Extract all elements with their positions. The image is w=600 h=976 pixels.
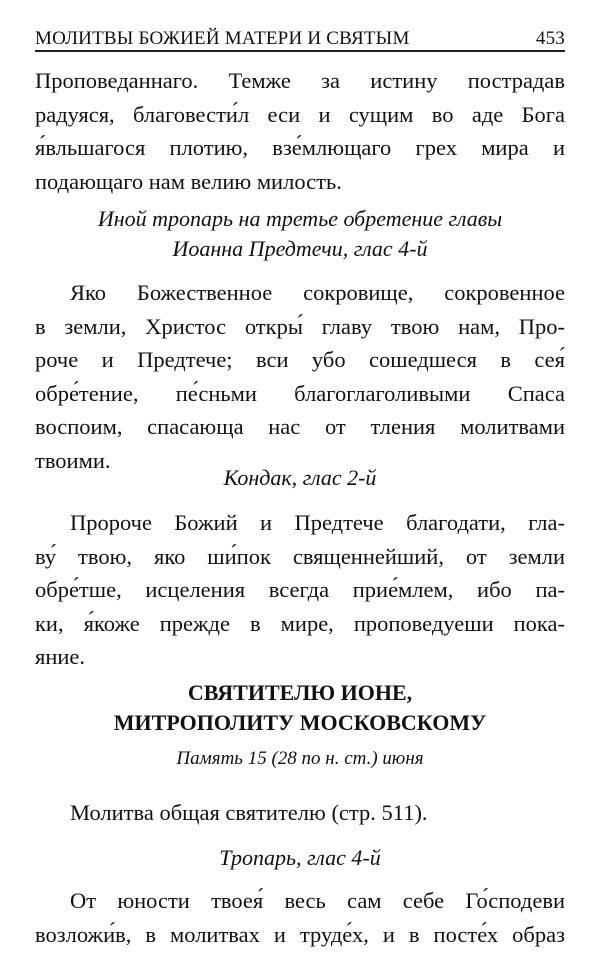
text-line: Проповеданнаго. Темже за истину пострадав <box>35 68 565 93</box>
text-line: твоими. <box>35 447 111 473</box>
text-line: в земли, Христос откры́ главу твою нам, Про- <box>35 313 565 339</box>
text-line: подающаго нам велию милость. <box>35 168 342 194</box>
text-line: радуяся, благовести́л еси и сущим во аде Бога <box>35 101 565 127</box>
text-line: роче и Предтече; вси убо сошедшеся в сея́ <box>35 347 565 372</box>
text-line: яние. <box>35 644 86 669</box>
text-line: Молитва общая святителю (стр. 511). <box>70 800 428 825</box>
section-title <box>35 678 565 738</box>
heading-line: Иной тропарь на третье обретение главы <box>97 206 503 231</box>
running-title: МОЛИТВЫ БОЖИЕЙ МАТЕРИ И СВЯТЫМ <box>35 28 410 49</box>
text-line: обре́тение, пе́сньми благоглаголивыми Спаса <box>35 380 565 406</box>
troparion-tone4-heading <box>35 843 565 873</box>
section-title-line: СВЯТИТЕЛЮ ИОНЕ, <box>187 680 413 705</box>
text-line: ву́ твою, яко ши́пок священнейший, от земли <box>35 543 565 569</box>
text-line: я́вльшагося плотию, взе́млющаго грех мира и <box>35 135 565 160</box>
troparion-tone4-text <box>35 884 565 951</box>
troparion-text <box>35 276 565 477</box>
text-line: воспоим, спасающа нас от тления молитвами <box>35 414 565 439</box>
text-line: Яко Божественное сокровище, сокровенное <box>70 280 565 305</box>
heading-line: Иоанна Предтечи, глас 4-й <box>172 236 428 261</box>
text-line: ки, я́коже прежде в мире, проповедуеши пока- <box>35 610 565 636</box>
text-line: возложи́в, в молитвах и труде́х, и в посте́х образ <box>35 921 565 947</box>
running-header <box>35 26 565 50</box>
memory-date: Память 15 (28 по н. ст.) июня <box>176 748 424 769</box>
section-title-line: МИТРОПОЛИТУ МОСКОВСКОМУ <box>113 710 487 735</box>
paragraph-continuation <box>35 64 565 198</box>
text-line: обре́тше, исцеления всегда прие́млем, ибо па- <box>35 577 565 602</box>
text-line: Пророче Божий и Предтече благодати, гла- <box>70 510 565 535</box>
heading-line: Кондак, глас 2-й <box>223 465 377 490</box>
header-rule <box>35 50 565 52</box>
kontakion-heading <box>35 463 565 493</box>
text-line: От юности твоея́ весь сам себе Го́сподеви <box>70 888 565 913</box>
page-number: 453 <box>535 28 565 49</box>
kontakion-text <box>35 506 565 674</box>
heading-line: Тропарь, глас 4-й <box>219 845 381 870</box>
troparion-heading <box>35 204 565 264</box>
prayer-reference <box>35 796 565 830</box>
